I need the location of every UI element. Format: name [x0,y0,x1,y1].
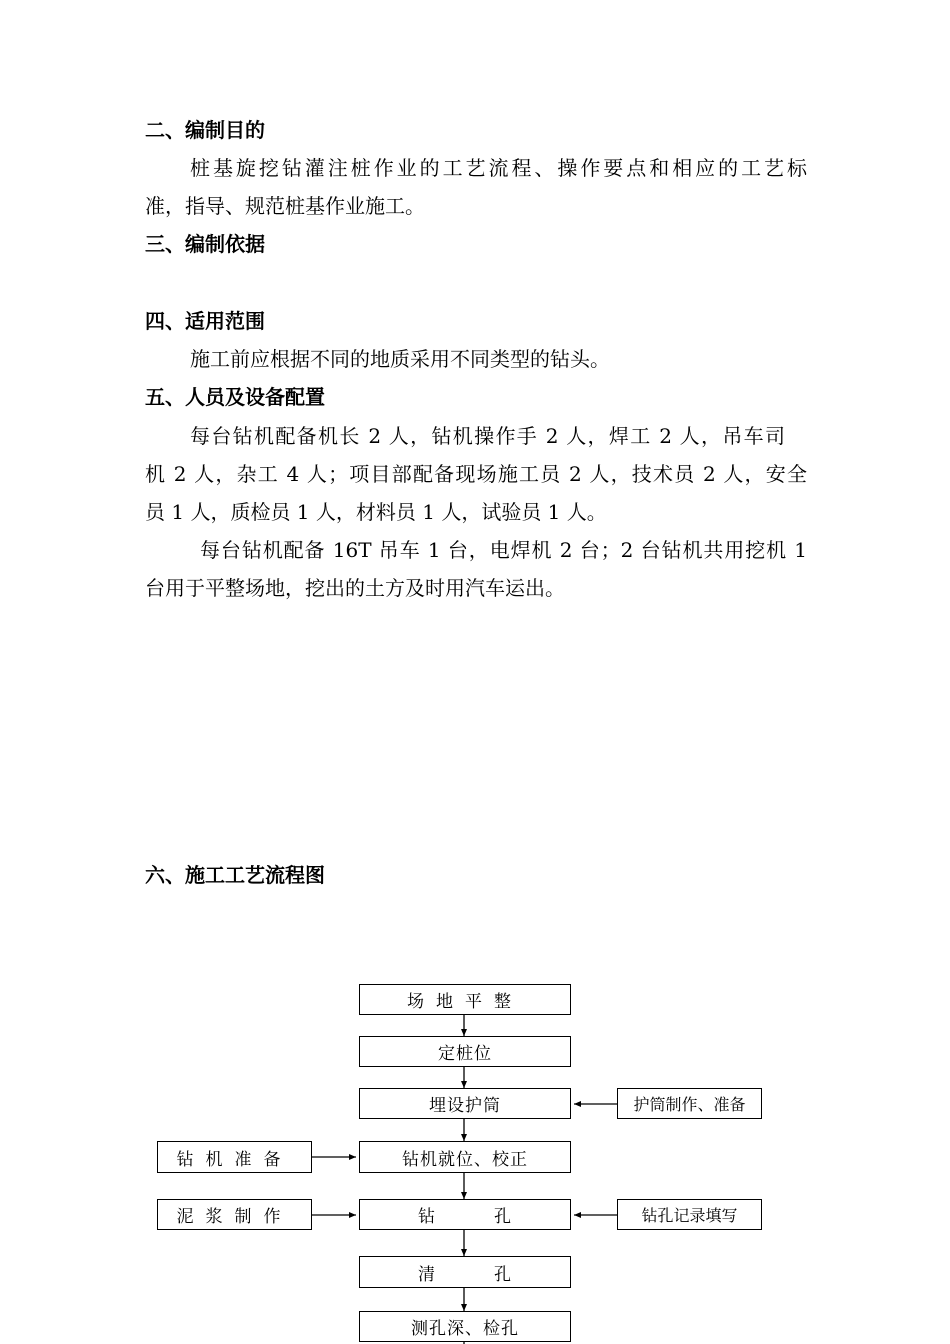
flow-input-label: 钻孔记录填写 [641,1206,738,1225]
scope-text: 施工前应根据不同的地质采用不同类型的钻头。 [190,347,610,371]
flow-input-rig-preparation [157,1141,312,1173]
flow-step-drilling [359,1199,571,1230]
flow-step-bury-casing [359,1088,571,1119]
flow-input-label: 钻机准备 [176,1149,293,1170]
flow-step-label-part2: 孔 [494,1264,512,1285]
flow-step-label: 钻机就位、校正 [402,1149,528,1170]
equipment-text-line2: 台用于平整场地，挖出的土方及时用汽车运出。 [145,576,565,600]
staffing-text-line2: 机 2 人，杂工 4 人；项目部配备现场施工员 2 人，技术员 2 人，安全 [145,462,807,486]
flow-step-pile-positioning [359,1036,571,1067]
flow-step-label-part2: 孔 [494,1207,512,1227]
flow-step-label-part1: 清 [418,1264,436,1285]
equipment-text-line1: 每台钻机配备 16T 吊车 1 台，电焊机 2 台；2 台钻机共用挖机 1 [200,538,807,562]
section-title-basis: 三、编制依据 [145,232,265,256]
flow-step-label: 埋设护筒 [429,1096,501,1116]
staffing-text-line1: 每台钻机配备机长 2 人，钻机操作手 2 人，焊工 2 人，吊车司 [190,424,785,448]
flow-input-label: 护筒制作、准备 [633,1095,746,1114]
section-title-flowchart: 六、施工工艺流程图 [145,863,325,887]
purpose-text-line1: 桩基旋挖钻灌注桩作业的工艺流程、操作要点和相应的工艺标 [190,156,807,180]
section-title-purpose: 二、编制目的 [145,118,265,142]
flow-step-hole-inspection [359,1311,571,1342]
purpose-text-line2: 准，指导、规范桩基作业施工。 [145,194,425,218]
section-title-staffing: 五、人员及设备配置 [145,385,325,409]
flow-input-drilling-record [617,1199,762,1230]
flow-step-label-part1: 钻 [418,1207,436,1227]
section-title-scope: 四、适用范围 [145,309,265,333]
flow-step-label: 场地平整 [407,992,523,1012]
flow-input-label: 泥浆制作 [176,1207,293,1227]
flow-input-mud-preparation [157,1199,312,1230]
flow-step-label: 测孔深、检孔 [411,1319,519,1339]
flow-step-label: 定桩位 [438,1044,492,1064]
flow-step-rig-positioning [359,1141,571,1173]
flow-step-hole-cleaning [359,1256,571,1288]
staffing-text-line3: 员 1 人，质检员 1 人，材料员 1 人，试验员 1 人。 [145,500,607,524]
flow-input-casing-preparation [617,1088,762,1119]
flow-step-site-leveling [359,984,571,1015]
